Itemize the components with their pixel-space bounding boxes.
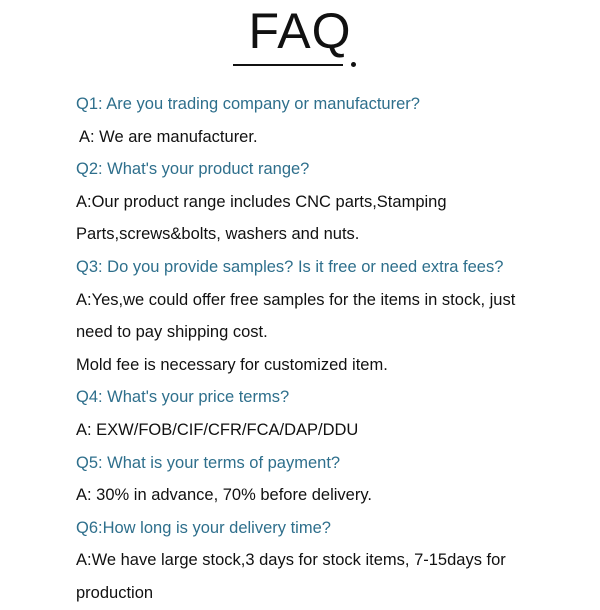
- answer-5: A: 30% in advance, 70% before delivery.: [76, 486, 372, 505]
- question-4: Q4: What's your price terms?: [76, 388, 290, 407]
- title-dot: [351, 62, 356, 67]
- answer-1: A: We are manufacturer.: [79, 127, 258, 146]
- answer-2-line-1: A:Our product range includes CNC parts,Stamping: [76, 192, 447, 211]
- title-underline: [233, 64, 343, 66]
- answer-3-line-3: Mold fee is necessary for customized item.: [76, 355, 388, 374]
- answer-6-line-1: A:We have large stock,3 days for stock items, 7-15days for: [76, 551, 506, 570]
- page-title: FAQ: [248, 3, 352, 59]
- question-3: Q3: Do you provide samples? Is it free or need extra fees?: [76, 257, 504, 276]
- question-6: Q6:How long is your delivery time?: [76, 518, 331, 537]
- question-5: Q5: What is your terms of payment?: [76, 453, 341, 472]
- answer-6-line-2: production: [76, 583, 154, 602]
- faq-list: [76, 88, 596, 610]
- answer-3-line-2: need to pay shipping cost.: [76, 323, 268, 342]
- question-2: Q2: What's your product range?: [76, 160, 310, 179]
- answer-4: A: EXW/FOB/CIF/CFR/FCA/DAP/DDU: [76, 420, 359, 439]
- answer-2-line-2: Parts,screws&bolts, washers and nuts.: [76, 225, 360, 244]
- question-1: Q1: Are you trading company or manufacturer?: [76, 95, 420, 113]
- answer-3-line-1: A:Yes,we could offer free samples for the items in stock, just: [76, 290, 516, 309]
